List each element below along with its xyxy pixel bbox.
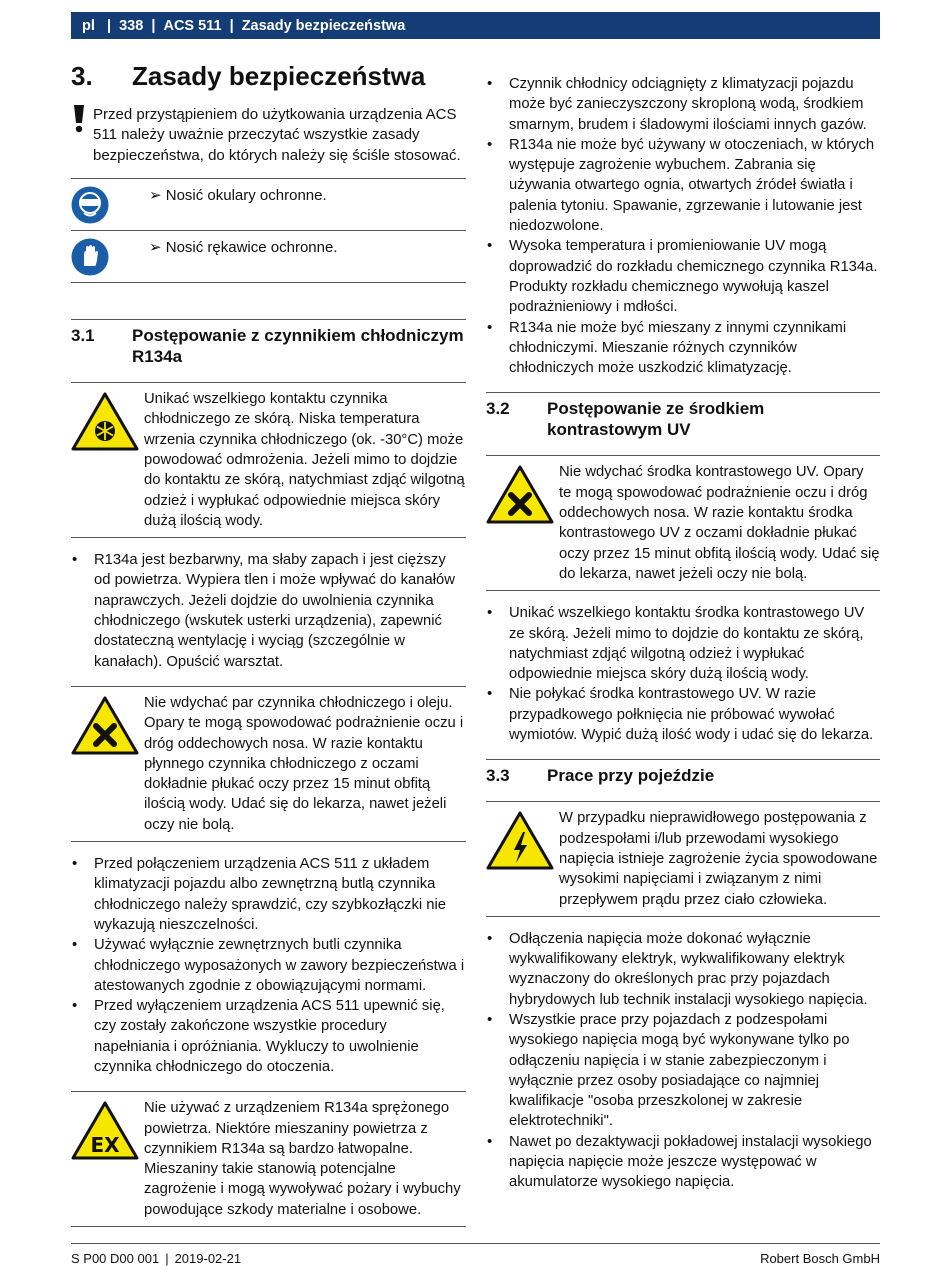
warning-irritant-r134a-text: Nie wdychać par czynnika chłodniczego i oleju. Opary te mogą spowodować podrażnienie oczu i dróg oddechowych nosa. W razie kontaktu płynnego czynnika chłodniczego z oczami dokładnie płukać oczy przez 15 minut obfitą ilością wody. Udać się do lekarza, nawet jeżeli oczy nie bolą. — [144, 694, 464, 833]
section-3-2-number: 3.2 — [486, 399, 510, 419]
section-3-1-heading — [71, 319, 466, 367]
footer-company: Robert Bosch GmbH — [760, 1251, 880, 1266]
footer-date: 2019-02-21 — [174, 1251, 242, 1266]
list-item: • Przed wyłączeniem urządzenia ACS 511 upewnić się, czy zostały zakończone wszystkie procedury napełniania i opróżniania. Wykluczy to uwolnienie czynnika chłodniczego do otoczenia. — [71, 996, 466, 1077]
section-3-1-title: Postępowanie z czynnikiem chłodniczym R134a — [132, 326, 464, 367]
warning-explosive-text: Nie używać z urządzeniem R134a sprężonego powietrza. Niektóre mieszaniny powietrza z czynnikiem R134a są bardzo łatwopalne. Mieszaniny takie stanowią potencjalne zagrożenie i mogą wywoływać pożary i wybuchy powodujące szkody materialne i osobowe. — [144, 1100, 461, 1218]
list-item: • Czynnik chłodnicy odciągnięty z klimatyzacji pojazdu może być zanieczyszczony skroploną wodą, środkiem smarnym, brudem i śladowymi ilościami innych gazów. — [486, 74, 880, 135]
list-item: • Wysoka temperatura i promieniowanie UV mogą doprowadzić do rozkładu chemicznego czynnika R134a. Produkty rozkładu chemicznego wywołują kaszel podrażnieniowy i mdłości. — [486, 236, 880, 317]
warning-cold-text: Unikać wszelkiego kontaktu czynnika chłodniczego ze skórą. Niska temperatura wrzenia czynnika chłodniczego (ok. -30°C) może powodować odmrożenia. Jeżeli mimo to dojdzie do kontaktu ze skórą, natychmiast zdjąć wilgotną odzież i wypłukać odpowiednie miejsca skóry dużą ilością wody. — [144, 391, 465, 529]
explosion-icon-label: EX — [90, 1133, 120, 1158]
safety-goggles-icon — [71, 186, 149, 226]
section-3-2-heading — [486, 392, 880, 440]
explosion-hazard-icon — [71, 1098, 144, 1220]
list-item: • Nawet po dezaktywacji pokładowej instalacji wysokiego napięcia napięcie może jeszcze występować w akumulatorze wysokiego napięcia. — [486, 1132, 880, 1193]
safety-gloves-icon — [71, 238, 149, 278]
bullets-r134a-1 — [71, 550, 466, 672]
ppe-gloves-row — [71, 230, 466, 283]
section-3-number: 3. — [71, 61, 93, 91]
header-product: ACS 511 — [163, 17, 222, 34]
left-column — [71, 62, 466, 1239]
ppe-goggles-row — [71, 178, 466, 230]
intro-note — [71, 105, 466, 167]
warning-cold — [71, 382, 466, 538]
list-item: • Unikać wszelkiego kontaktu środka kontrastowego UV ze skórą. Jeżeli mimo to dojdzie do kontaktu ze skórą, natychmiast zdjąć wilgotną odzież i wypłukać odpowiednie miejsca skóry dużą ilością wody. — [486, 603, 880, 684]
section-3-1-number: 3.1 — [71, 326, 95, 346]
section-3-3-title: Prace przy pojeździe — [547, 766, 715, 786]
irritant-hazard-icon — [486, 462, 559, 584]
page-footer: S P00 D00 001 | 2019-02-21 Robert Bosch GmbH — [71, 1251, 880, 1266]
list-item: • R134a nie może być używany w otoczeniach, w których występuje zagrożenie wybuchem. Zabrania się używania otwartego ognia, otwartych źródeł światła i palenia tytoniu. Spawanie, zgrzewanie i lutowanie jest niedozwolone. — [486, 135, 880, 236]
header-lang: pl — [82, 17, 95, 34]
footer-divider — [71, 1243, 880, 1244]
warning-uv-irritant — [486, 455, 880, 591]
warning-uv-irritant-text: Nie wdychać środka kontrastowego UV. Opary te mogą spowodować podrażnienie oczu i dróg oddechowych nosa. W razie kontaktu środka kontrastowego UV z oczami dokładnie płukać oczy przez 15 minut obfitą ilością wody. Udać się do lekarza, nawet jeżeli oczy nie bolą. — [559, 464, 880, 582]
section-3-heading — [71, 62, 466, 91]
list-item: • R134a nie może być mieszany z innymi czynnikami chłodniczymi. Mieszanie różnych czynników chłodniczych może uszkodzić klimatyzację. — [486, 318, 880, 379]
list-item: • Odłączenia napięcia może dokonać wyłącznie wykwalifikowany elektryk, wykwalifikowany elektryk wyznaczony do określonych prac przy pojazdach hybrydowych lub technik instalacji wysokiego napięcia. — [486, 929, 880, 1010]
warning-explosive — [71, 1091, 466, 1227]
list-item: • Przed połączeniem urządzenia ACS 511 z układem klimatyzacji pojazdu albo zewnętrzną butlą czynnika chłodniczego należy sprawdzić, czy szybkozłączki nie wykazują nieszczelności. — [71, 854, 466, 935]
page-header: pl | 338 | ACS 511 | Zasady bezpieczeństwa — [71, 12, 880, 39]
header-page-number: 338 — [119, 17, 144, 34]
irritant-hazard-icon — [71, 693, 144, 835]
section-3-2-title: Postępowanie ze środkiem kontrastowym UV — [547, 399, 765, 440]
cold-hazard-icon — [71, 389, 144, 531]
section-3-title: Zasady bezpieczeństwa — [132, 61, 426, 91]
intro-text: Przed przystąpieniem do użytkowania urządzenia ACS 511 należy uważnie przeczytać wszystkie zasady bezpieczeństwa, do których należy się ściśle stosować. — [93, 105, 461, 164]
bullets-uv — [486, 603, 880, 745]
bullets-vehicle — [486, 929, 880, 1193]
high-voltage-icon — [486, 808, 559, 909]
right-column — [486, 74, 880, 1207]
list-item: • Używać wyłącznie zewnętrznych butli czynnika chłodniczego wyposażonych w zawory bezpieczeństwa i atestowanych zgodnie z obowiązującymi normami. — [71, 935, 466, 996]
ppe-goggles-text: ➢ Nosić okulary ochronne. — [149, 187, 327, 205]
exclamation-icon — [71, 105, 93, 167]
warning-high-voltage — [486, 801, 880, 916]
ppe-gloves-text: ➢ Nosić rękawice ochronne. — [149, 239, 338, 257]
header-title: Zasady bezpieczeństwa — [241, 17, 406, 34]
section-3-3-number: 3.3 — [486, 766, 510, 786]
list-item: • R134a jest bezbarwny, ma słaby zapach i jest cięższy od powietrza. Wypiera tlen i może wpływać do kanałów naprawczych. Jeżeli dojdzie do uwolnienia czynnika chłodniczego (wskutek usterki urządzenia), zapewnić dostateczną wentylację i wyciąg (szczególnie w kanałach). Opuścić warsztat. — [71, 550, 466, 672]
warning-high-voltage-text: W przypadku nieprawidłowego postępowania z podzespołami i/lub przewodami wysokiego napięcia istnieje zagrożenie życia spowodowane wysokimi napięciami i związanym z nimi przepływem prądu przez ciało człowieka. — [559, 810, 878, 908]
list-item: • Wszystkie prace przy pojazdach z podzespołami wysokiego napięcia mogą być wykonywane tylko po odłączeniu napięcia i w stanie zabezpieczonym i wyłącznie przez osoby posiadające co najmniej kwalifikacje "osoba przeszkolonej w zakresie elektrotechniki". — [486, 1010, 880, 1132]
bullets-r134a-2 — [71, 854, 466, 1077]
footer-doc-id: S P00 D00 001 — [71, 1251, 160, 1266]
warning-irritant-r134a — [71, 686, 466, 842]
section-3-3-heading — [486, 759, 880, 786]
bullets-r134a-3 — [486, 74, 880, 378]
list-item: • Nie połykać środka kontrastowego UV. W razie przypadkowego połknięcia nie próbować wywołać wymiotów. Wypić dużą ilość wody i udać się do lekarza. — [486, 684, 880, 745]
